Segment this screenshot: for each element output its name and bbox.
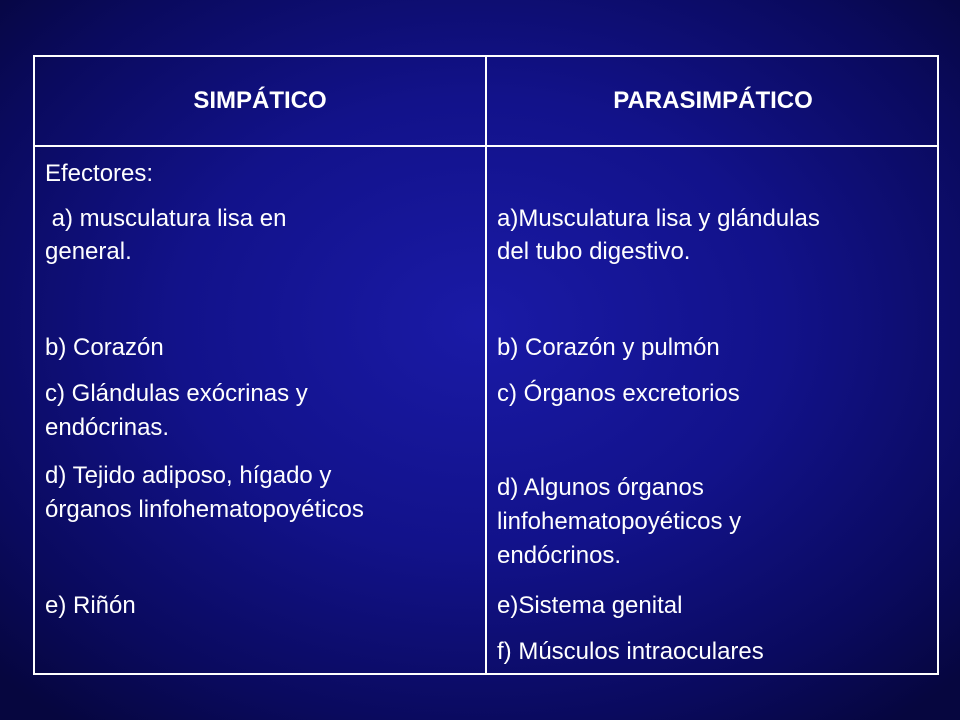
header-simpatico: SIMPÁTICO xyxy=(193,87,327,114)
parasimpatico-item-a-line2: del tubo digestivo. xyxy=(497,238,691,265)
parasimpatico-cell xyxy=(497,147,933,673)
simpatico-item-c-line2: endócrinas. xyxy=(45,414,170,441)
efectores-label: Efectores: xyxy=(45,160,154,187)
parasimpatico-item-a-line1: a)Musculatura lisa y glándulas xyxy=(497,205,820,232)
parasimpatico-item-e: e)Sistema genital xyxy=(497,592,683,619)
simpatico-item-d-line2: órganos linfohematopoyéticos xyxy=(45,496,364,523)
simpatico-item-c-line1: c) Glándulas exócrinas y xyxy=(45,380,308,407)
parasimpatico-item-d-line2: linfohematopoyéticos y xyxy=(497,508,742,535)
simpatico-item-e: e) Riñón xyxy=(45,592,136,619)
simpatico-cell xyxy=(45,147,475,673)
comparison-table xyxy=(33,55,939,675)
parasimpatico-item-d-line1: d) Algunos órganos xyxy=(497,474,704,501)
parasimpatico-item-d-line3: endócrinos. xyxy=(497,542,622,569)
simpatico-item-a-line2: general. xyxy=(45,238,132,265)
parasimpatico-item-f: f) Músculos intraoculares xyxy=(497,638,764,665)
simpatico-item-a-line1: a) musculatura lisa en xyxy=(45,205,287,232)
column-divider xyxy=(485,57,487,673)
simpatico-item-d-line1: d) Tejido adiposo, hígado y xyxy=(45,462,332,489)
parasimpatico-item-c: c) Órganos excretorios xyxy=(497,380,740,407)
simpatico-item-b: b) Corazón xyxy=(45,334,164,361)
parasimpatico-item-b: b) Corazón y pulmón xyxy=(497,334,720,361)
header-parasimpatico: PARASIMPÁTICO xyxy=(613,87,813,114)
